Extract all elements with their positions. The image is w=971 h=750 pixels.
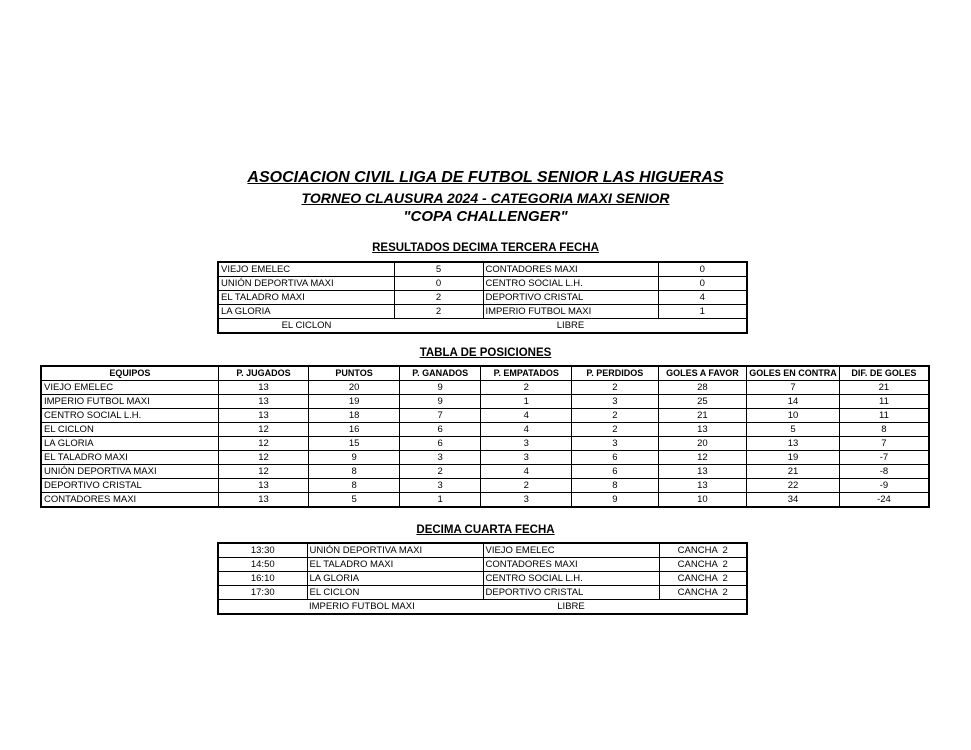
standings-team: CONTADORES MAXI (41, 493, 218, 508)
standings-points: 15 (309, 437, 400, 451)
standings-points: 18 (309, 409, 400, 423)
standings-drawn: 1 (481, 395, 572, 409)
standings-won: 7 (399, 409, 481, 423)
standings-won: 9 (399, 395, 481, 409)
standings-points: 20 (309, 381, 400, 395)
home-goals: 2 (394, 305, 483, 319)
standings-goals-against: 10 (747, 409, 840, 423)
home-goals: 0 (394, 277, 483, 291)
match-time: 16:10 (218, 572, 307, 586)
standings-team: IMPERIO FUTBOL MAXI (41, 395, 218, 409)
away-team: CENTRO SOCIAL L.H. (483, 277, 658, 291)
standings-drawn: 4 (481, 423, 572, 437)
table-row (41, 479, 929, 493)
standings-played: 13 (218, 381, 309, 395)
standings-goals-against: 21 (747, 465, 840, 479)
field: CANCHA 2 (659, 586, 747, 600)
standings-points: 8 (309, 465, 400, 479)
standings-goal-diff: 7 (839, 437, 929, 451)
standings-goal-diff: -8 (839, 465, 929, 479)
home-team: LA GLORIA (218, 305, 394, 319)
table-row (218, 262, 747, 277)
standings-team: UNIÓN DEPORTIVA MAXI (41, 465, 218, 479)
standings-points: 9 (309, 451, 400, 465)
standings-played: 12 (218, 451, 309, 465)
field: CANCHA 2 (659, 572, 747, 586)
results-title: RESULTADOS DECIMA TERCERA FECHA (372, 242, 599, 254)
standings-goals-for: 10 (658, 493, 747, 508)
standings-team: LA GLORIA (41, 437, 218, 451)
standings-goals-against: 13 (747, 437, 840, 451)
standings-goals-for: 12 (658, 451, 747, 465)
header-row (41, 366, 929, 381)
home-team: EL CICLON (307, 586, 483, 600)
home-team: UNIÓN DEPORTIVA MAXI (218, 277, 394, 291)
standings-title: TABLA DE POSICIONES (419, 347, 552, 359)
fixture-title: DECIMA CUARTA FECHA (416, 524, 555, 536)
standings-team: EL CICLON (41, 423, 218, 437)
standings-drawn: 4 (481, 465, 572, 479)
standings-goals-against: 5 (747, 423, 840, 437)
table-row (41, 409, 929, 423)
standings-lost: 2 (572, 423, 659, 437)
away-team: VIEJO EMELEC (483, 543, 659, 558)
standings-goal-diff: -24 (839, 493, 929, 508)
col-header: PUNTOS (309, 366, 400, 381)
match-time: 17:30 (218, 586, 307, 600)
standings-lost: 9 (572, 493, 659, 508)
standings-played: 12 (218, 437, 309, 451)
home-team: EL TALADRO MAXI (307, 558, 483, 572)
standings-lost: 8 (572, 479, 659, 493)
standings-played: 13 (218, 479, 309, 493)
standings-goals-for: 25 (658, 395, 747, 409)
home-goals: 2 (394, 291, 483, 305)
standings-goals-against: 7 (747, 381, 840, 395)
match-time: 14:50 (218, 558, 307, 572)
standings-played: 13 (218, 395, 309, 409)
match-time: 13:30 (218, 543, 307, 558)
standings-lost: 2 (572, 381, 659, 395)
standings-won: 3 (399, 451, 481, 465)
standings-played: 13 (218, 493, 309, 508)
standings-goals-against: 14 (747, 395, 840, 409)
table-row (41, 493, 929, 508)
standings-drawn: 3 (481, 437, 572, 451)
col-header: GOLES EN CONTRA (747, 366, 840, 381)
away-team: DEPORTIVO CRISTAL (483, 586, 659, 600)
standings-table (40, 365, 930, 508)
standings-team: CENTRO SOCIAL L.H. (41, 409, 218, 423)
table-row (41, 437, 929, 451)
standings-points: 8 (309, 479, 400, 493)
away-team: DEPORTIVO CRISTAL (483, 291, 658, 305)
standings-lost: 2 (572, 409, 659, 423)
away-team: IMPERIO FUTBOL MAXI (483, 305, 658, 319)
standings-team: EL TALADRO MAXI (41, 451, 218, 465)
away-goals: 1 (658, 305, 747, 319)
league-title: ASOCIACION CIVIL LIGA DE FUTBOL SENIOR LAS HIGUERAS (247, 169, 724, 186)
standings-won: 2 (399, 465, 481, 479)
field: CANCHA 2 (659, 543, 747, 558)
home-team: EL TALADRO MAXI (218, 291, 394, 305)
tournament-title: TORNEO CLAUSURA 2024 - CATEGORIA MAXI SENIOR (301, 190, 670, 206)
standings-goals-for: 21 (658, 409, 747, 423)
standings-drawn: 3 (481, 451, 572, 465)
standings-team: DEPORTIVO CRISTAL (41, 479, 218, 493)
standings-goal-diff: 8 (839, 423, 929, 437)
table-row (218, 291, 747, 305)
standings-goal-diff: -9 (839, 479, 929, 493)
home-team: VIEJO EMELEC (218, 262, 394, 277)
away-goals: 0 (658, 277, 747, 291)
standings-won: 9 (399, 381, 481, 395)
bye-row (218, 600, 747, 615)
standings-won: 6 (399, 423, 481, 437)
bye-team: EL CICLON (218, 319, 394, 334)
standings-goal-diff: 21 (839, 381, 929, 395)
standings-lost: 3 (572, 395, 659, 409)
away-team: CENTRO SOCIAL L.H. (483, 572, 659, 586)
standings-goals-for: 20 (658, 437, 747, 451)
table-row (218, 586, 747, 600)
table-row (41, 395, 929, 409)
standings-played: 13 (218, 409, 309, 423)
bye-label: LIBRE (556, 320, 585, 331)
standings-points: 16 (309, 423, 400, 437)
table-row (218, 305, 747, 319)
standings-goals-for: 28 (658, 381, 747, 395)
standings-goals-against: 22 (747, 479, 840, 493)
table-row (41, 423, 929, 437)
standings-drawn: 4 (481, 409, 572, 423)
away-team: CONTADORES MAXI (483, 558, 659, 572)
table-row (218, 543, 747, 558)
results-table (217, 261, 748, 334)
standings-goal-diff: 11 (839, 409, 929, 423)
table-row (218, 277, 747, 291)
standings-goals-against: 19 (747, 451, 840, 465)
standings-points: 19 (309, 395, 400, 409)
standings-won: 3 (399, 479, 481, 493)
standings-lost: 6 (572, 451, 659, 465)
standings-won: 1 (399, 493, 481, 508)
table-row (218, 558, 747, 572)
standings-goals-against: 34 (747, 493, 840, 508)
table-row (41, 465, 929, 479)
standings-drawn: 2 (481, 381, 572, 395)
field: CANCHA 2 (659, 558, 747, 572)
standings-goal-diff: -7 (839, 451, 929, 465)
away-goals: 4 (658, 291, 747, 305)
standings-lost: 6 (572, 465, 659, 479)
away-goals: 0 (658, 262, 747, 277)
standings-won: 6 (399, 437, 481, 451)
home-team: LA GLORIA (307, 572, 483, 586)
standings-goals-for: 13 (658, 479, 747, 493)
col-header: P. PERDIDOS (572, 366, 659, 381)
standings-goals-for: 13 (658, 465, 747, 479)
standings-drawn: 3 (481, 493, 572, 508)
standings-lost: 3 (572, 437, 659, 451)
bye-team: IMPERIO FUTBOL MAXI (309, 601, 415, 612)
table-row (41, 451, 929, 465)
table-row (218, 572, 747, 586)
col-header: P. EMPATADOS (481, 366, 572, 381)
standings-played: 12 (218, 423, 309, 437)
col-header: DIF. DE GOLES (839, 366, 929, 381)
bye-label: LIBRE (557, 601, 585, 612)
away-team: CONTADORES MAXI (483, 262, 658, 277)
col-header: EQUIPOS (41, 366, 218, 381)
cup-title: "COPA CHALLENGER" (403, 208, 568, 225)
table-row (41, 381, 929, 395)
home-goals: 5 (394, 262, 483, 277)
home-team: UNIÓN DEPORTIVA MAXI (307, 543, 483, 558)
col-header: P. GANADOS (399, 366, 481, 381)
standings-team: VIEJO EMELEC (41, 381, 218, 395)
bye-row (218, 319, 747, 334)
col-header: P. JUGADOS (218, 366, 309, 381)
col-header: GOLES A FAVOR (658, 366, 747, 381)
standings-goal-diff: 11 (839, 395, 929, 409)
fixture-table (217, 542, 748, 615)
standings-played: 12 (218, 465, 309, 479)
standings-drawn: 2 (481, 479, 572, 493)
standings-points: 5 (309, 493, 400, 508)
standings-goals-for: 13 (658, 423, 747, 437)
